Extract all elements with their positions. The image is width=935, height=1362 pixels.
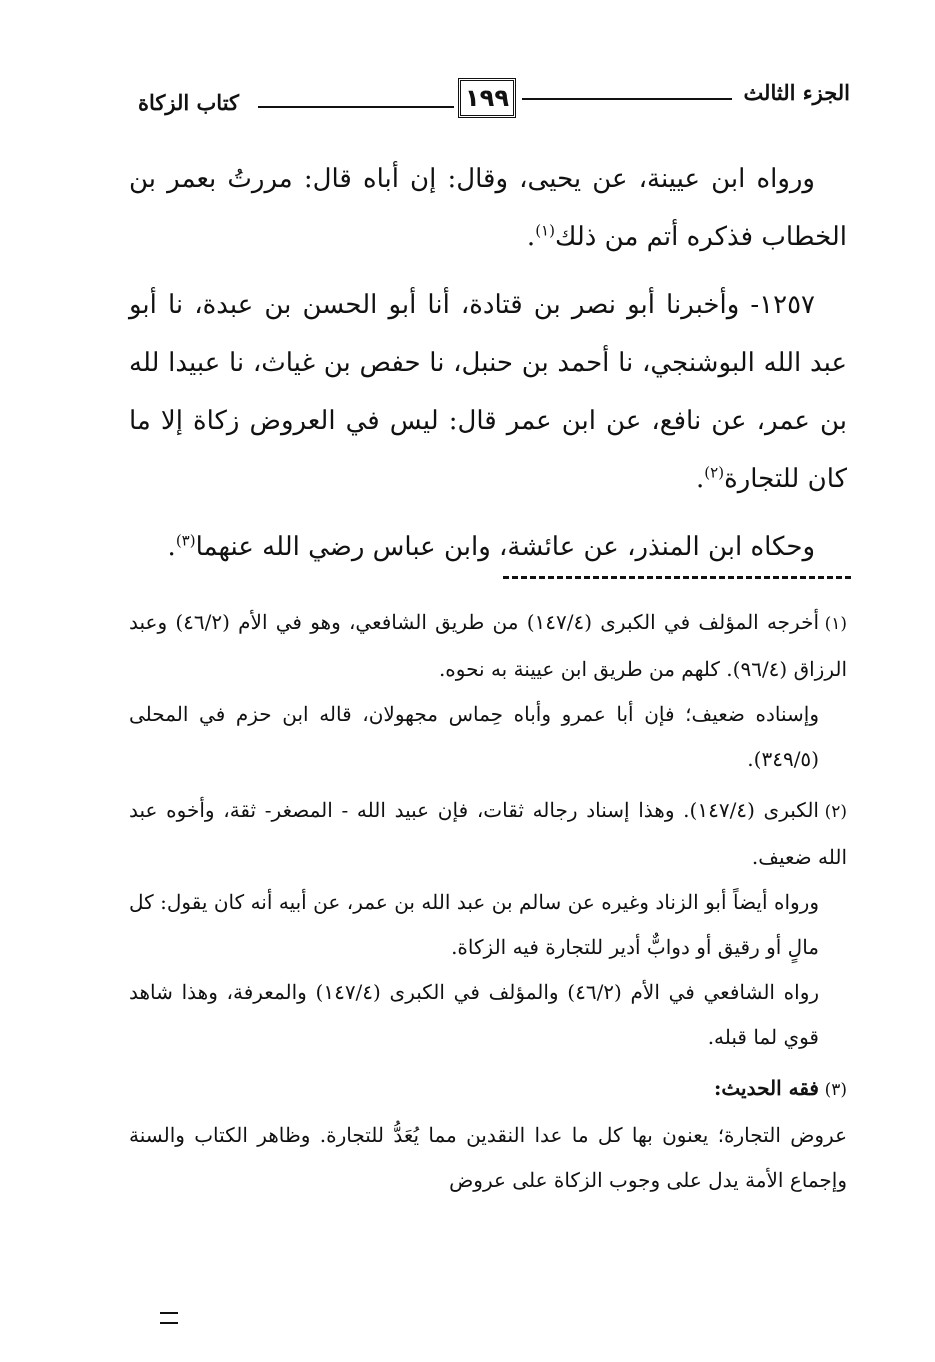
running-header: [138, 76, 850, 126]
footnote-first-line: [129, 600, 847, 692]
footnote-text: أخرجه المؤلف في الكبرى (١٤٧/٤) من طريق الشافعي، وهو في الأم (٤٦/٢) وعبد الرزاق (٩٦/٤). كلهم من طريق ابن عيينة به نحوه.: [129, 610, 847, 681]
footnote-heading: فقه الحديث:: [713, 1076, 819, 1100]
footnote-text: الكبرى (١٤٧/٤). وهذا إسناد رجاله ثقات، فإن عبيد الله - المصغر- ثقة، وأخوه عبد الله ضعيف.: [129, 798, 847, 869]
footnote-number: (٣): [824, 1080, 847, 1100]
footnote-paragraph: عروض التجارة؛ يعنون بها كل ما عدا النقدين مما يُعَدُّ للتجارة. وظاهر الكتاب والسنة وإجماع الأمة يدل على وجوب الزكاة على عروض: [129, 1123, 847, 1192]
footnote-reference: (٢): [704, 463, 725, 482]
continuation-mark: [160, 1312, 178, 1324]
footnote-reference: (١): [535, 221, 555, 240]
footnote-paragraph: ورواه أيضاً أبو الزناد وغيره عن سالم بن عبد الله بن عمر، عن أبيه أنه كان يقول: كل مالٍ أو رقيق أو دوابٌّ أدير للتجارة فيه الزكاة.: [129, 890, 819, 959]
paragraph-text: ورواه ابن عيينة، عن يحيى، وقال: إن أباه قال: مررتُ بعمر بن الخطاب فذكره أتم من ذلك: [129, 164, 847, 252]
footnote-number: (٢): [824, 802, 847, 822]
footnote: [129, 600, 847, 782]
main-paragraph: ١٢٥٧- وأخبرنا أبو نصر بن قتادة، أنا أبو الحسن بن عبدة، نا أبو عبد الله البوشنجي، نا أحمد بن حنبل، نا حفص بن غياث، نا عبيدا لله بن عمر، عن نافع، عن ابن عمر قال: ليس في العروض زكاة إلا ما كان للتجارة$^{(٢)}$.: [129, 290, 847, 494]
footnote-first-line: [129, 788, 847, 880]
footnote-first-line: [129, 1066, 847, 1113]
footnote-number: (١): [824, 614, 848, 634]
footnotes: [129, 600, 847, 1209]
header-rule: [522, 98, 732, 100]
main-text: [129, 150, 847, 576]
header-rule: [258, 106, 454, 108]
footnote: [129, 1066, 847, 1203]
volume-label: الجزء الثالث: [743, 80, 850, 105]
book-title: كتاب الزكاة: [138, 90, 240, 115]
footnote-reference: (٣): [175, 531, 196, 550]
footnote-separator: [503, 576, 851, 579]
footnote-paragraph: رواه الشافعي في الأم (٤٦/٢) والمؤلف في الكبرى (١٤٧/٤) والمعرفة، وهذا شاهد قوي لما قبله.: [129, 980, 820, 1049]
paragraph-text: ١٢٥٧- وأخبرنا أبو نصر بن قتادة، أنا أبو الحسن بن عبدة، نا أبو عبد الله البوشنجي، نا أحمد بن حنبل، نا حفص بن غياث، نا عبيدا لله بن عمر، عن نافع، عن ابن عمر قال: ليس في العروض زكاة إلا ما كان للتجارة: [129, 290, 847, 494]
main-paragraph: ورواه ابن عيينة، عن يحيى، وقال: إن أباه قال: مررتُ بعمر بن الخطاب فذكره أتم من ذلك$^{(١)}$.: [129, 164, 847, 252]
paragraph-text: وحكاه ابن المنذر، عن عائشة، وابن عباس رضي الله عنهما: [195, 532, 815, 562]
page-number: ١٩٩: [458, 78, 516, 118]
main-paragraph: وحكاه ابن المنذر، عن عائشة، وابن عباس رضي الله عنهما$^{(٣)}$.: [167, 531, 815, 562]
footnote: [129, 788, 847, 1060]
footnote-paragraph: وإسناده ضعيف؛ فإن أبا عمرو وأباه حِماس مجهولان، قاله ابن حزم في المحلى (٣٤٩/٥).: [129, 702, 819, 771]
